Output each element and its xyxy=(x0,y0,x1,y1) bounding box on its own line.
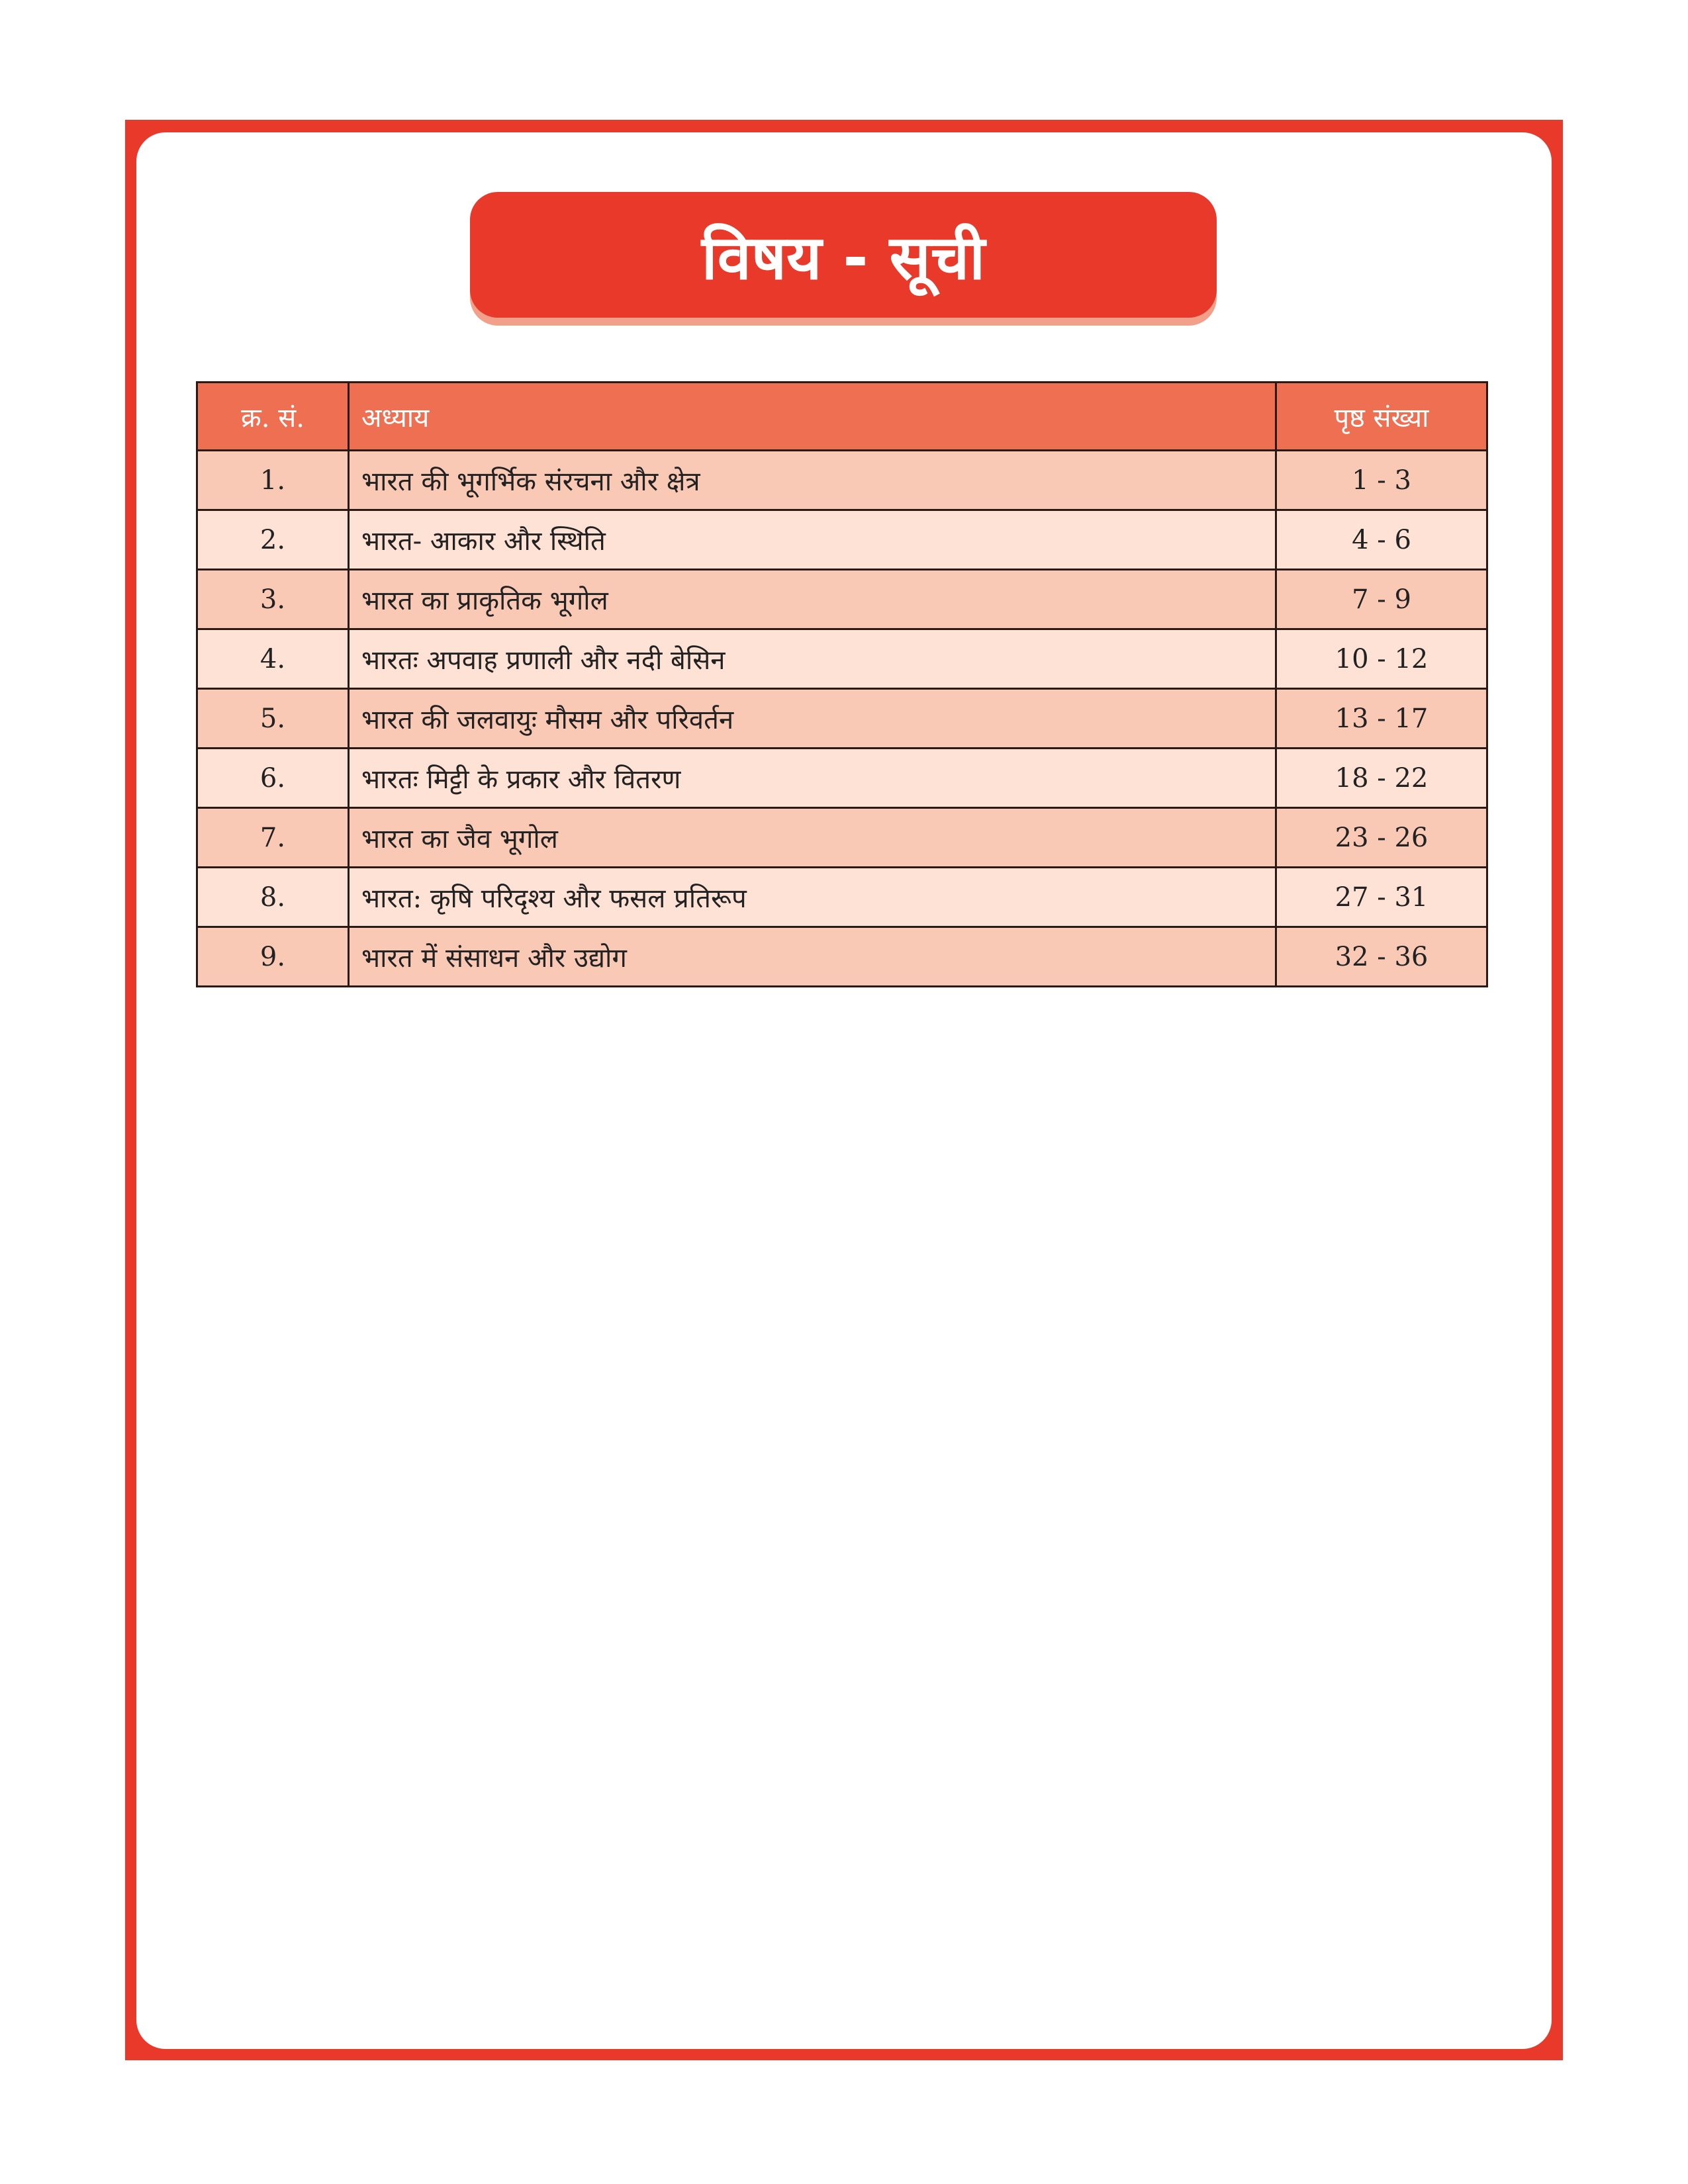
table-header-row xyxy=(197,383,1487,451)
chapter-cell: भारत का प्राकृतिक भूगोल xyxy=(349,570,1276,629)
table-row xyxy=(197,451,1487,510)
header-chapter: अध्याय xyxy=(349,383,1276,451)
serial-cell: 8. xyxy=(197,868,349,927)
contents-table xyxy=(196,381,1488,987)
table-row xyxy=(197,927,1487,987)
pages-cell: 13 - 17 xyxy=(1276,689,1487,749)
pages-cell: 4 - 6 xyxy=(1276,510,1487,570)
serial-cell: 7. xyxy=(197,808,349,868)
header-pages: पृष्ठ संख्या xyxy=(1276,383,1487,451)
serial-cell: 6. xyxy=(197,749,349,808)
chapter-cell: भारत- आकार और स्थिति xyxy=(349,510,1276,570)
table-row xyxy=(197,570,1487,629)
chapter-cell: भारत में संसाधन और उद्योग xyxy=(349,927,1276,987)
serial-cell: 2. xyxy=(197,510,349,570)
pages-cell: 32 - 36 xyxy=(1276,927,1487,987)
serial-cell: 9. xyxy=(197,927,349,987)
serial-cell: 3. xyxy=(197,570,349,629)
pages-cell: 18 - 22 xyxy=(1276,749,1487,808)
pages-cell: 7 - 9 xyxy=(1276,570,1487,629)
pages-cell: 1 - 3 xyxy=(1276,451,1487,510)
chapter-cell: भारतः मिट्टी के प्रकार और वितरण xyxy=(349,749,1276,808)
pages-cell: 23 - 26 xyxy=(1276,808,1487,868)
pages-cell: 10 - 12 xyxy=(1276,629,1487,689)
pages-cell: 27 - 31 xyxy=(1276,868,1487,927)
table-row xyxy=(197,808,1487,868)
header-serial: क्र. सं. xyxy=(197,383,349,451)
page-title: विषय - सूची xyxy=(701,222,986,293)
chapter-cell: भारत: कृषि परिदृश्य और फसल प्रतिरूप xyxy=(349,868,1276,927)
serial-cell: 5. xyxy=(197,689,349,749)
chapter-cell: भारत का जैव भूगोल xyxy=(349,808,1276,868)
table-row xyxy=(197,749,1487,808)
title-banner xyxy=(470,192,1217,318)
table-row xyxy=(197,629,1487,689)
chapter-cell: भारतः अपवाह प्रणाली और नदी बेसिन xyxy=(349,629,1276,689)
serial-cell: 4. xyxy=(197,629,349,689)
serial-cell: 1. xyxy=(197,451,349,510)
table-row xyxy=(197,689,1487,749)
table-row xyxy=(197,510,1487,570)
chapter-cell: भारत की भूगर्भिक संरचना और क्षेत्र xyxy=(349,451,1276,510)
chapter-cell: भारत की जलवायुः मौसम और परिवर्तन xyxy=(349,689,1276,749)
table-row xyxy=(197,868,1487,927)
